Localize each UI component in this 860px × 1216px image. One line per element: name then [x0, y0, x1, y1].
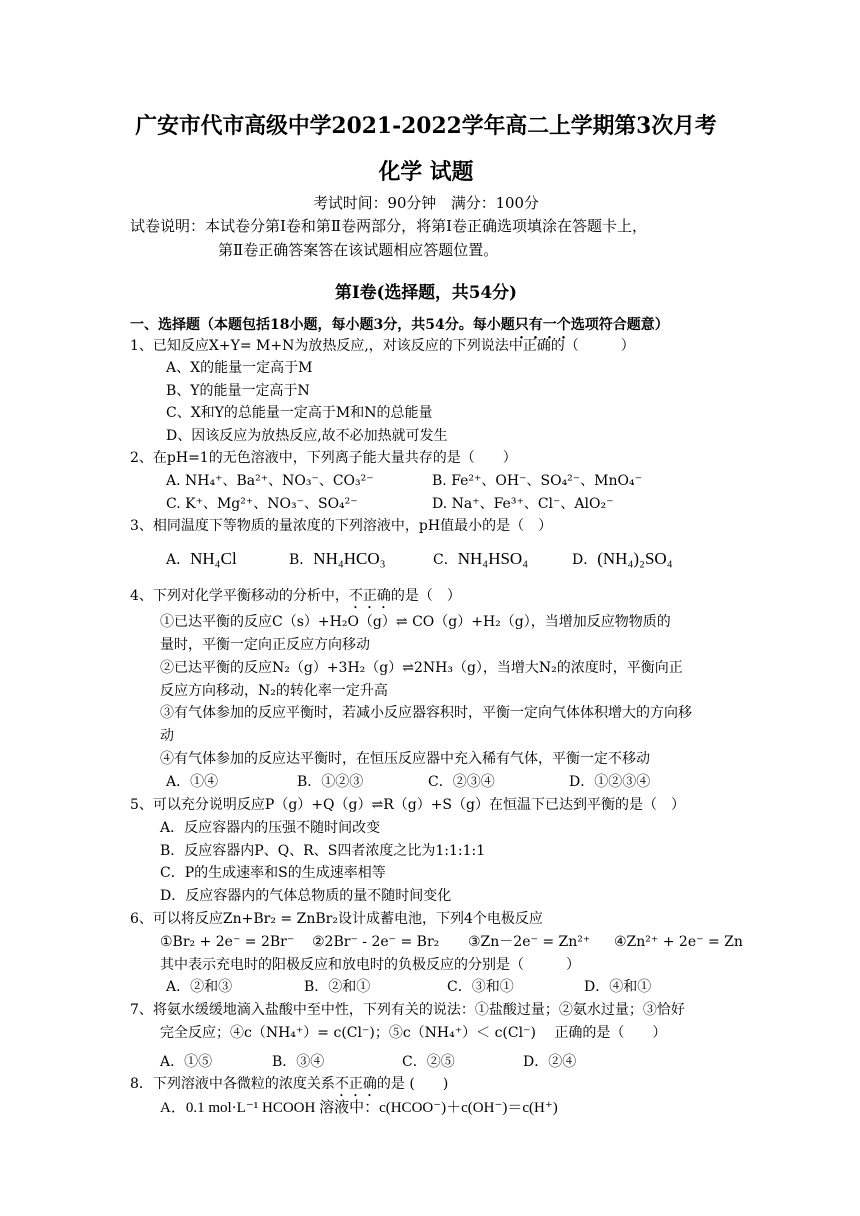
q4-statement-4: ④有气体参加的反应达平衡时，在恒压反应器中充入稀有气体，平衡一定不移动 — [160, 751, 650, 767]
q3-c-label: C． — [433, 552, 458, 568]
q5-option-c: C．P的生成速率和S的生成速率相等 — [160, 865, 386, 881]
q7-option-b: B．③④ — [272, 1054, 325, 1070]
q5-option-d: D．反应容器内的气体总物质的量不随时间变化 — [160, 888, 452, 904]
exam-note-line2: 第Ⅱ卷正确答案答在该试题相应答题位置。 — [218, 241, 499, 259]
q7-option-d: D．②④ — [523, 1054, 577, 1070]
q8-stem — [130, 1074, 448, 1100]
q4-option-b: B．①②③ — [297, 774, 364, 790]
q7-stem-line2: 完全反应；④c（NH₄⁺）= c(Cl⁻)；⑤c（NH₄⁺）＜ c(Cl⁻) 正确的是（ ） — [160, 1025, 667, 1041]
q5-stem: 5、可以充分说明反应P（g）+Q（g）⇌R（g）+S（g）在恒温下已达到平衡的是（ ） — [130, 797, 685, 813]
q3-option-c — [433, 549, 528, 570]
q2-stem: 2、在pH=1的无色溶液中，下列离子能大量共存的是（ ） — [130, 450, 517, 466]
q8-stem-c: 的是 ( ) — [376, 1076, 449, 1092]
q4-stem-a: 4、下列对化学平衡移动的分析中， — [130, 588, 349, 604]
q3-option-d — [572, 549, 673, 570]
q2-option-b: B. Fe²⁺、OH⁻、SO₄²⁻、MnO₄⁻ — [432, 473, 643, 489]
q6-option-d: D．④和① — [584, 979, 652, 995]
q3-stem: 3、相同温度下等物质的量浓度的下列溶液中，pH值最小的是（ ） — [130, 518, 553, 534]
q4-statement-3-line2: 动 — [160, 728, 174, 744]
q3-c-formula: NH₄HSO₄ — [457, 549, 529, 568]
q4-option-d: D．①②③④ — [569, 774, 651, 790]
q6-option-a: A．②和③ — [166, 979, 233, 995]
q6-reaction-1: ①Br₂ + 2e⁻ = 2Br⁻ — [160, 934, 295, 950]
q4-statement-2-line2: 反应方向移动，N₂的转化率一定升高 — [160, 683, 388, 699]
exam-subtitle: 化学 试题 — [378, 159, 474, 185]
q6-reaction-4: ④Zn²⁺ + 2e⁻ = Zn — [614, 934, 743, 950]
q6-reaction-2: ②2Br⁻ - 2e⁻ = Br₂ — [312, 934, 440, 950]
instructions-emphasis: 只有一个 — [514, 317, 571, 333]
q3-option-a — [166, 549, 237, 570]
q8-stem-a: 8．下列溶液中各微粒的浓度关系 — [130, 1076, 335, 1092]
q4-option-c: C．②③④ — [428, 774, 495, 790]
q6-question: 其中表示充电时的阳极反应和放电时的负极反应的分别是（ ） — [160, 957, 580, 973]
q2-option-a: A. NH₄⁺、Ba²⁺、NO₃⁻、CO₃²⁻ — [166, 473, 374, 489]
q6-option-b: B．②和① — [304, 979, 371, 995]
instructions-part-a: 一、选择题（本题包括18小题，每小题3分，共54分。每小题 — [130, 317, 515, 333]
q3-a-label: A． — [166, 552, 191, 568]
q2-option-d: D. Na⁺、Fe³⁺、Cl⁻、AlO₂⁻ — [432, 496, 614, 512]
q4-stem-c: 的是（ ） — [390, 588, 461, 604]
q4-option-a: A．①④ — [166, 774, 219, 790]
q5-option-b: B．反应容器内P、Q、R、S四者浓度之比为1:1:1:1 — [160, 843, 486, 859]
q4-statement-3-line1: ③有气体参加的反应平衡时，若减小反应器容积时，平衡一定向气体体积增大的方向移 — [160, 705, 692, 721]
q1-option-d: D、因该反应为放热反应,故不必加热就可发生 — [166, 428, 448, 444]
q6-reaction-3: ③Zn－2e⁻ = Zn²⁺ — [468, 934, 591, 950]
q4-stem — [130, 586, 461, 612]
exam-note-line1: 试卷说明：本试卷分第Ⅰ卷和第Ⅱ卷两部分，将第Ⅰ卷正确选项填涂在答题卡上， — [130, 217, 648, 235]
q1-option-c: C、X和Y的总能量一定高于M和N的总能量 — [166, 405, 433, 421]
q4-stem-emphasis: 不正确 — [348, 588, 391, 604]
q7-option-a: A．①⑤ — [160, 1054, 213, 1070]
instructions-part-c: 选项符合题意） — [570, 317, 669, 333]
q6-option-c: C．③和① — [447, 979, 514, 995]
q2-option-c: C. K⁺、Mg²⁺、NO₃⁻、SO₄²⁻ — [166, 496, 358, 512]
q1-option-b: B、Y的能量一定高于N — [166, 383, 310, 399]
q5-option-a: A．反应容器内的压强不随时间改变 — [160, 820, 381, 836]
exam-info: 考试时间：90分钟 满分：100分 — [313, 194, 539, 212]
q8-stem-emphasis: 不正确 — [334, 1076, 377, 1092]
exam-title: 广安市代市高级中学2021-2022学年高二上学期第3次月考 — [135, 113, 717, 139]
q6-stem: 6、可以将反应Zn+Br₂ = ZnBr₂设计成蓄电池，下列4个电极反应 — [130, 911, 543, 927]
q8-option-a: A．0.1 mol·L⁻¹ HCOOH 溶液中：c(HCOO⁻)＋c(OH⁻)＝c(H⁺) — [160, 1100, 558, 1116]
q4-statement-1-line2: 量时，平衡一定向正反应方向移动 — [160, 637, 370, 653]
q3-b-label: B． — [289, 552, 314, 568]
q3-a-formula: NH₄Cl — [190, 549, 237, 568]
q4-statement-1-line1: ①已达平衡的反应C（s）+H₂O（g）⇌ CO（g）+H₂（g），当增加反应物物质的 — [160, 614, 671, 630]
q7-stem-line1: 7、将氨水缓缓地滴入盐酸中至中性，下列有关的说法：①盐酸过量；②氨水过量；③恰好 — [130, 1002, 685, 1018]
q1-option-a: A、X的能量一定高于M — [166, 360, 313, 376]
q3-b-formula: NH₄HCO₃ — [313, 549, 386, 568]
section-title: 第Ⅰ卷(选择题，共54分) — [334, 283, 517, 303]
q1-stem: 1、已知反应X+Y= M+N为放热反应,，对该反应的下列说法中正确的（ ） — [130, 338, 635, 354]
q4-statement-2-line1: ②已达平衡的反应N₂（g）+3H₂（g）⇌2NH₃（g），当增大N₂的浓度时，平衡向正 — [160, 660, 683, 676]
q3-option-b — [289, 549, 386, 570]
q3-d-formula: (NH₄)₂SO₄ — [597, 549, 673, 568]
q7-option-c: C．②⑤ — [402, 1054, 455, 1070]
q3-d-label: D． — [572, 552, 598, 568]
